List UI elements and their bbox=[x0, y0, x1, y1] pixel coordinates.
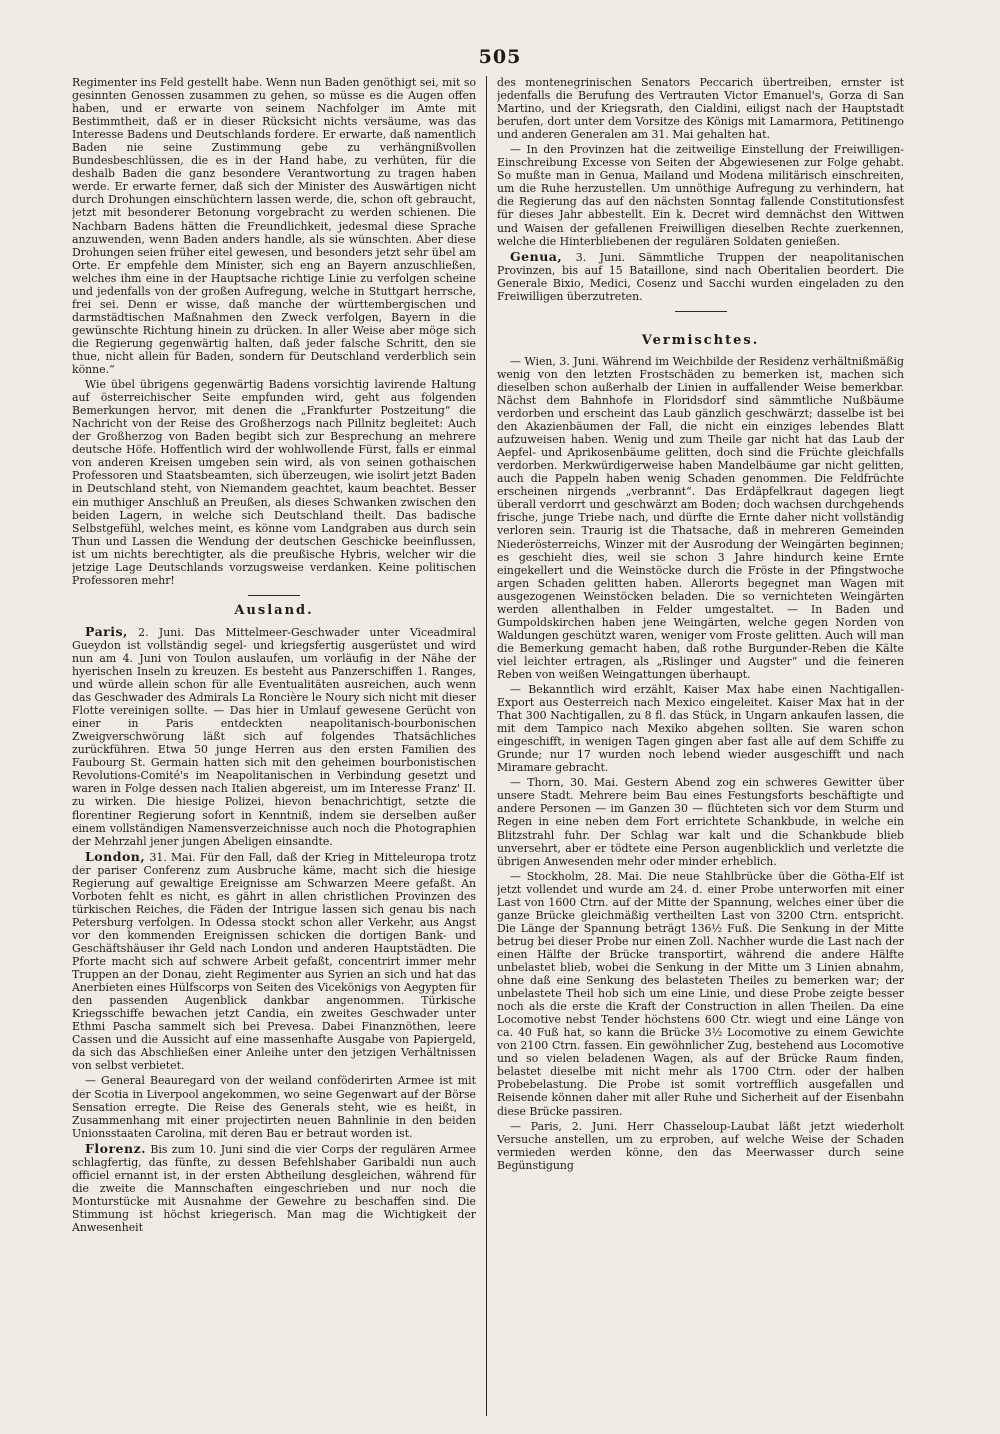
article-continuation-baden: Regimenter ins Feld gestellt habe. Wenn nun Baden genöthigt sei, mit so gesinnten Genossen zusammen zu gehen, so müsse es die Augen offen haben, und er erwarte von seinem Nachfolger im Amte mit Bestimmtheit, daß er in dieser Rücksicht nichts versäume, was das Interesse Badens und Deutschlands fordere. Er erwarte, daß namentlich Baden nie seine Zustimmung gebe zu verhängnißvollen Bundesbeschlüssen, die es in der Hand habe, zu verhüten, für die deshalb Baden die ganz besondere Verantwortung zu tragen haben werde. Er erwarte ferner, daß sich der Minister des Auswärtigen nicht durch Drohungen einschüchtern lassen werde, die, schon oft gebraucht, jetzt mit besonderer Betonung vorgebracht zu werden schienen. Die Nachbarn Badens hätten die Freundlichkeit, jedesmal diese Sprache anzuwenden, wenn Baden anders handle, als sie wünschten. Aber diese Drohungen seien früher eitel gewesen, und besonders jetzt sehr übel am Orte. Er empfehle dem Minister, sich eng an Bayern anzuschließen, welches ihm eine in der Hauptsache richtige Linie zu verfolgen scheine und jedenfalls von der großen Aufregung, welche in Stuttgart herrsche, frei sei. Denn er wisse, daß manche der württembergischen und darmstädtischen Maßnahmen den Zweck verfolgen, Bayern in die gewünschte Richtung hinein zu drücken. In aller Weise aber möge sich die Regierung gegenwärtig halten, daß jeder falsche Schritt, den sie thue, nicht allein für Baden, sondern für Deutschland verderblich sein könne.“ bbox=[72, 76, 476, 377]
section-heading-vermischtes: Vermischtes. bbox=[641, 332, 760, 348]
article-genua-body: 3. Juni. Sämmtliche Truppen der neapolitanischen Provinzen, bis auf 15 Bataillone, sind nach Oberitalien beordert. Die Generale Bixio, Medici, Cosenz und Sacchi wurden eingeladen zu den Freiwilligen überzutreten. bbox=[497, 250, 904, 303]
article-continuation-florenz: des montenegrinischen Senators Peccarich übertreiben, ernster ist jedenfalls die Berufung des Vertrauten Victor Emanuel's, Gorza di San Martino, und der Kriegsrath, den Cialdini, eiligst nach der Hauptstadt berufen, dort unter dem Vorsitze des Königs mit Lamarmora, Petitinengo und anderen Generalen am 31. Mai gehalten hat. bbox=[497, 76, 904, 142]
article-paris-body: 2. Juni. Das Mittelmeer-Geschwader unter Viceadmiral Gueydon ist vollständig segel- und kriegsfertig ausgerüstet und wird nun am 4. Juni von Toulon auslaufen, um vorläufig in der Nähe der hyerischen Inseln zu kreuzen. Es besteht aus Panzerschiffen 1. Ranges, und würde allein schon für alle Eventualitäten ausreichen, auch wenn das Geschwader des Admirals La Roncière le Noury sich nicht mit dieser Flotte vereinigen sollte. — Das hier in Umlauf gewesene Gerücht von einer in Paris entdeckten neapolitanisch-bourbonischen Zweigverschwörung läßt sich auf folgendes Thatsächliches zurückführen. Etwa 50 junge Herren aus den ersten Familien des Faubourg St. Germain hatten sich mit den geheimen bourbonistischen Revolutions-Comité's im Neapolitanischen in Verbindung gesetzt und waren in Folge dessen nach Italien abgereist, um im Interesse Franz' II. zu wirken. Die hiesige Polizei, hievon benachrichtigt, setzte die florentiner Regierung sofort in Kenntniß, indem sie derselben außer einem vollständigen Namensverzeichnisse auch noch die Photographien der Mehrzahl jener jungen Abeligen einsandte. bbox=[72, 625, 476, 848]
article-london bbox=[72, 850, 476, 1073]
article-provinces: — In den Provinzen hat die zeitweilige Einstellung der Freiwilligen-Einschreibung Excesse von Seiten der Abgewiesenen zur Folge gehabt. So mußte man in Genua, Mailand und Modena militärisch einschreiten, um die Ruhe herzustellen. Um unnöthige Aufregung zu verhindern, hat die Regierung das auf den nächsten Sonntag fallende Constitutionsfest für dieses Jahr abbestellt. Ein k. Decret wird demnächst den Wittwen und Waisen der gefallenen Freiwilligen dieselben Rechte zuerkennen, welche die Hinterbliebenen der regulären Soldaten genießen. bbox=[497, 143, 904, 248]
dateline-florenz: Florenz. bbox=[85, 1140, 147, 1156]
dateline-london: London, bbox=[85, 848, 146, 864]
article-baden-frankfurt: Wie übel übrigens gegenwärtig Badens vorsichtig lavirende Haltung auf österreichischer Seite empfunden wird, geht aus folgenden Bemerkungen hervor, mit denen die „Frankfurter Postzeitung“ die Nachricht von der Reise des Großherzogs nach Pillnitz begleitet: Auch der Großherzog von Baden begibt sich zur Besprechung an mehrere deutsche Höfe. Hoffentlich wird der wohlwollende Fürst, falls er einmal von anderen Kreisen umgeben sein wird, als von seinen gothaischen Professoren und Staatsbeamten, sich überzeugen, wie isolirt jetzt Baden in Deutschland steht, von Niemandem geachtet, kaum beachtet. Besser ein muthiger Anschluß an Preußen, als dieses Schwanken zwischen den beiden Lagern, in welche sich Deutschland theilt. Das badische Selbstgefühl, welches meint, es könne vom Landgraben aus durch sein Thun und Lassen die Wendung der deutschen Geschicke beeinflussen, ist um nichts berechtigter, als die preußische Hybris, welcher wir die jetzige Lage Deutschlands vorzugsweise verdanken. Keine politischen Professoren mehr! bbox=[72, 378, 476, 587]
article-thorn: — Thorn, 30. Mai. Gestern Abend zog ein schweres Gewitter über unsere Stadt. Mehrere beim Bau eines Festungsforts beschäftigte und andere Personen — im Ganzen 30 — flüchteten sich vor dem Sturm und Regen in eine neben dem Fort errichtete Schankbude, in welche ein Blitzstrahl fuhr. Der Schlag war kalt und die Schankbude blieb unversehrt, aber er tödtete eine Person augenblicklich und verletzte die übrigen Anwesenden mehr oder minder erheblich. bbox=[497, 776, 904, 868]
dateline-genua: Genua, bbox=[510, 248, 563, 264]
right-column bbox=[497, 76, 904, 1416]
section-divider-right bbox=[675, 311, 727, 312]
article-london-body: 31. Mai. Für den Fall, daß der Krieg in Mitteleuropa trotz der pariser Conferenz zum Ausbruche käme, macht sich die hiesige Regierung auf gewaltige Ereignisse am Schwarzen Meere gefaßt. An Vorboten fehlt es nicht, es gährt in allen christlichen Provinzen des türkischen Reiches, die Fäden der Intrigue lassen sich genau bis nach Petersburg verfolgen. In Odessa stockt schon aller Verkehr, aus Angst vor den kommenden Ereignissen schicken die dortigen Bank- und Geschäftshäuser ihr Geld nach London und anderen Hauptstädten. Die Pforte macht sich auf schwere Arbeit gefaßt, concentrirt immer mehr Truppen an der Donau, zieht Regimenter aus Syrien an sich und hat das Anerbieten eines Hülfscorps von Seiten des Vicekönigs von Aegypten für den passenden Augenblick dankbar angenommen. Türkische Kriegsschiffe bewachen jetzt Candia, ein zweites Geschwader unter Ethmi Pascha sammelt sich bei Prevesa. Dabei Finanznöthen, leere Cassen und die Aussicht auf eine massenhafte Ausgabe von Papiergeld, da sich das Abschließen einer Anleihe unter den jetzigen Verhältnissen von selbst verbietet. bbox=[72, 850, 476, 1073]
article-beauregard: — General Beauregard von der weiland conföderirten Armee ist mit der Scotia in Liverpool angekommen, wo seine Gegenwart auf der Börse Sensation erregte. Die Reise des Generals steht, wie es heißt, in Zusammenhang mit einer projectirten neuen Bahnlinie in den beiden Unionsstaaten Carolina, mit deren Bau er betraut worden ist. bbox=[72, 1074, 476, 1140]
column-separator bbox=[486, 76, 487, 1416]
article-genua bbox=[497, 250, 904, 303]
article-paris bbox=[72, 625, 476, 848]
article-wien: — Wien, 3. Juni. Während im Weichbilde der Residenz verhältnißmäßig wenig von den letzten Frostschäden zu bemerken ist, machen sich dieselben schon außerhalb der Linien in auffallender Weise bemerkbar. Nächst dem Bahnhofe in Floridsdorf sind sämmtliche Nußbäume verdorben und erscheint das Laub gänzlich geschwärzt; dasselbe ist bei den Akazienbäumen der Fall, die nicht ein einziges lebendes Blatt aufzuweisen haben. Wenig und zum Theile gar nicht hat das Laub der Aepfel- und Aprikosenbäume gelitten, doch sind die Früchte gleichfalls verdorben. Merkwürdigerweise haben Mandelbäume gar nicht gelitten, auch die Pappeln haben wenig Schaden genommen. Die Feldfrüchte erscheinen nirgends „verbrannt“. Das Erdäpfelkraut dagegen liegt überall verdorrt und geschwärzt am Boden; doch wachsen durchgehends frische, junge Triebe nach, und dürfte die Ernte daher nicht vollständig verloren sein. Traurig ist die Thatsache, daß in mehreren Gemeinden Niederösterreichs, Winzer mit der Ausrodung der Weingärten beginnen; es geschieht dies, weil sie schon 3 Jahre hindurch keine Ernte eingekellert und die Weinstöcke durch die Fröste in der Pfingstwoche argen Schaden gelitten haben. Allerorts begegnet man Wagen mit ausgezogenen Weinstöcken beladen. Die so vernichteten Weingärten werden allenthalben in Felder umgestaltet. — In Baden und Gumpoldskirchen haben jene Weingärten, welche gegen Norden von Waldungen geschützt waren, weniger vom Froste gelitten. Auch will man die Bemerkung gemacht haben, daß rothe Burgunder-Reben die Kälte viel leichter ertragen, als „Rislinger und Augster“ und die feineren Reben von weißen Weingattungen überhaupt. bbox=[497, 354, 904, 681]
section-heading-ausland: Ausland. bbox=[234, 602, 314, 618]
article-florenz bbox=[72, 1142, 476, 1234]
dateline-paris: Paris, bbox=[85, 623, 128, 639]
page-number: 505 bbox=[478, 46, 522, 68]
article-nachtigallen: — Bekanntlich wird erzählt, Kaiser Max habe einen Nachtigallen-Export aus Oesterreich nach Mexico eingeleitet. Kaiser Max hat in der That 300 Nachtigallen, zu 8 fl. das Stück, in Ungarn ankaufen lassen, die mit dem Tampico nach Mexiko abgehen sollten. Sie waren schon eingeschifft, in wenigen Tagen gingen aber fast alle auf dem Schiffe zu Grunde; nur 17 wurden noch lebend wieder ausgeschifft und nach Miramare gebracht. bbox=[497, 683, 904, 775]
section-divider bbox=[248, 595, 300, 596]
left-column bbox=[72, 76, 476, 1416]
article-florenz-body: Bis zum 10. Juni sind die vier Corps der regulären Armee schlagfertig, das fünfte, zu dessen Befehlshaber Garibaldi nun auch officiel ernannt ist, in der ersten Abtheilung desgleichen, während für die zweite die Mannschaften eingeschrieben und nur noch die Monturstücke mit Ausnahme der Gewehre zu beschaffen sind. Die Stimmung ist höchst kriegerisch. Man mag die Wichtigkeit der Anwesenheit bbox=[72, 1142, 476, 1234]
article-stockholm: — Stockholm, 28. Mai. Die neue Stahlbrücke über die Götha-Elf ist jetzt vollendet und wurde am 24. d. einer Probe unterworfen mit einer Last von 1600 Ctrn. auf der Mitte der Spannung, welches einer über die ganze Brücke gleichmäßig vertheilten Last von 3200 Ctrn. entspricht. Die Länge der Spannung beträgt 136½ Fuß. Die Senkung in der Mitte betrug bei dieser Probe nur einen Zoll. Nachher wurde die Last nach der einen Hälfte der Brücke transportirt, während die andere Hälfte unbelastet blieb, wobei die Senkung in der Mitte um 3 Linien abnahm, ohne daß eine Senkung des belasteten Theiles zu bemerken war; der unbelastete Theil hob sich um eine Linie, und diese Probe zeigte besser noch als die erste die Kraft der Construction in allen Theilen. Da eine Locomotive nebst Tender höchstens 600 Ctr. wiegt und eine Länge von ca. 40 Fuß hat, so kann die Brücke 3½ Locomotive zu einem Gewichte von 2100 Ctrn. fassen. Ein gewöhnlicher Zug, bestehend aus Locomotive und so vielen beladenen Wagen, als auf der Brücke Raum finden, belastet dieselbe mit nicht mehr als 1700 Ctrn. oder der halben Probebelastung. Die Probe ist somit vortrefflich ausgefallen und Reisende können daher mit aller Ruhe und Sicherheit auf der Eisenbahn diese Brücke passiren. bbox=[497, 869, 904, 1118]
article-paris-2: — Paris, 2. Juni. Herr Chasseloup-Laubat läßt jetzt wiederholt Versuche anstellen, um zu erproben, auf welche Weise der Schaden vermieden werden könne, den das Meerwasser durch seine Begünstigung bbox=[497, 1119, 904, 1172]
